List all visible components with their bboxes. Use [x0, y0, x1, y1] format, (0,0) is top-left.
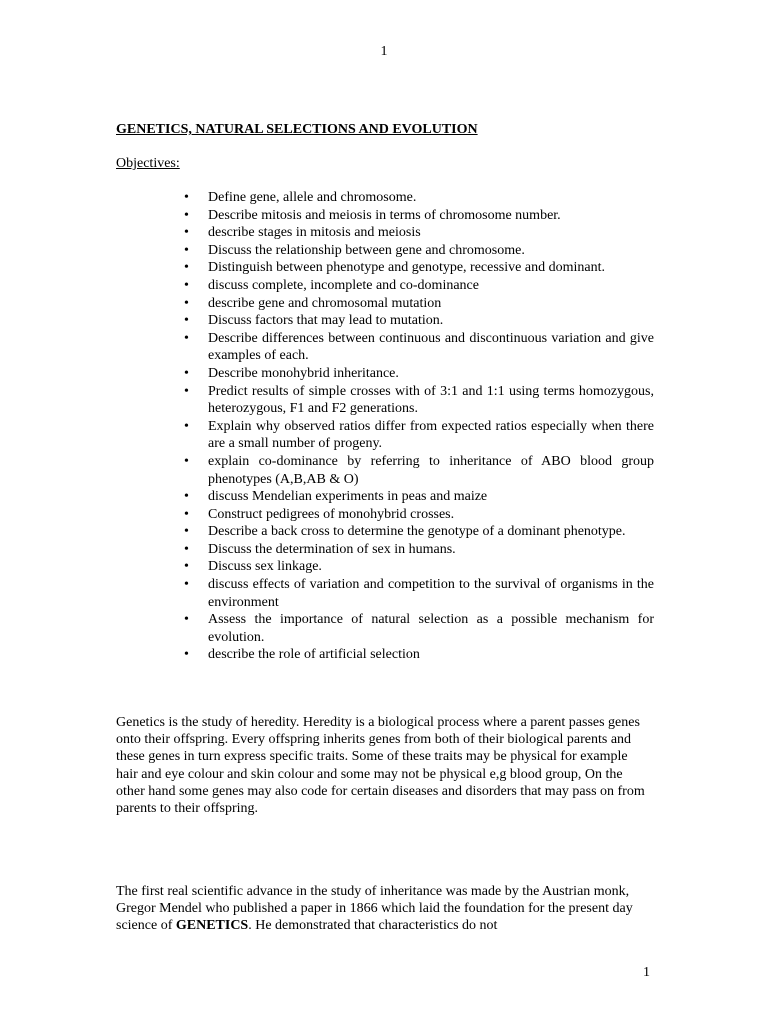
objective-item	[184, 383, 654, 418]
objective-item	[184, 646, 654, 664]
bullet-icon: •	[184, 453, 189, 469]
bullet-icon: •	[184, 225, 189, 241]
objective-text: Describe monohybrid inheritance.	[208, 365, 399, 381]
objective-text: Construct pedigrees of monohybrid crosses.	[208, 506, 455, 522]
bullet-icon: •	[184, 383, 189, 399]
bullet-icon: •	[184, 365, 189, 381]
mendel-paragraph	[116, 883, 651, 935]
objective-item	[184, 295, 654, 313]
objective-text: discuss Mendelian experiments in peas and maize	[208, 489, 488, 505]
bullet-icon: •	[184, 524, 189, 540]
objective-item	[184, 224, 654, 242]
objective-text: Predict results of simple crosses with of 3:1 and 1:1 using terms homozygous, heterozygous, F1 and F2 generations.	[208, 383, 654, 417]
objective-item	[184, 488, 654, 506]
objective-text: Discuss the determination of sex in humans.	[208, 541, 456, 557]
bullet-icon: •	[184, 418, 189, 434]
bullet-icon: •	[184, 295, 189, 311]
objective-text: Assess the importance of natural selection as a possible mechanism for evolution.	[208, 612, 654, 645]
objective-text: Define gene, allele and chromosome.	[208, 190, 417, 205]
objective-item	[184, 506, 654, 524]
objective-item	[184, 365, 654, 383]
bullet-icon: •	[184, 190, 189, 205]
objective-text: Describe a back cross to determine the genotype of a dominant phenotype.	[208, 524, 626, 540]
bullet-icon: •	[184, 277, 189, 293]
objective-text: describe gene and chromosomal mutation	[208, 295, 442, 311]
objective-item	[184, 189, 654, 207]
objective-item	[184, 611, 654, 646]
bullet-icon: •	[184, 541, 189, 557]
objective-text: Distinguish between phenotype and genotype, recessive and dominant.	[208, 260, 605, 276]
objective-item	[184, 259, 654, 277]
objective-item	[184, 277, 654, 295]
mendel-paragraph-text: The first real scientific advance in the study of inheritance was made by the Austrian monk, Gregor Mendel who published a paper in 1866 which laid the foundation for the present day science of	[116, 884, 633, 934]
objective-text: describe stages in mitosis and meiosis	[208, 225, 421, 241]
objective-item	[184, 242, 654, 260]
objective-item	[184, 576, 654, 611]
page-number-top: 1	[380, 44, 388, 59]
bullet-icon: •	[184, 242, 189, 258]
bullet-icon: •	[184, 612, 189, 628]
bullet-icon: •	[184, 330, 189, 346]
bullet-icon: •	[184, 313, 189, 329]
objective-item	[184, 207, 654, 225]
objective-text: Discuss sex linkage.	[208, 559, 322, 575]
objective-text: discuss complete, incomplete and co-dominance	[208, 277, 479, 293]
objective-text: Discuss factors that may lead to mutation.	[208, 313, 444, 329]
objective-text: explain co-dominance by referring to inheritance of ABO blood group phenotypes (A,B,AB & O)	[208, 453, 654, 487]
objective-item	[184, 558, 654, 576]
genetics-bold-word: GENETICS	[175, 918, 249, 934]
objective-text: describe the role of artificial selection	[208, 647, 420, 663]
bullet-icon: •	[184, 647, 189, 663]
objective-text: Describe differences between continuous and discontinuous variation and give examples of each.	[208, 330, 654, 364]
mendel-paragraph-text-end: . He demonstrated that characteristics do not	[248, 918, 498, 934]
objective-item	[184, 312, 654, 330]
objective-item	[184, 453, 654, 488]
bullet-icon: •	[184, 207, 189, 223]
objective-item	[184, 418, 654, 453]
objectives-label: Objectives:	[116, 156, 180, 171]
bullet-icon: •	[184, 506, 189, 522]
objective-text: Discuss the relationship between gene and chromosome.	[208, 242, 525, 258]
heredity-paragraph: Genetics is the study of heredity. Heredity is a biological process where a parent passes genes onto their offspring. Every offspring inherits genes from both of their biological parents and these genes in turn express specific traits. Some of these traits may be physical for example hair and eye colour and skin colour and some may not be physical e,g blood group, On the other hand some genes may also code for certain diseases and disorders that may pass on from parents to their offspring.	[116, 715, 645, 817]
objective-text: discuss effects of variation and competition to the survival of organisms in the environment	[208, 577, 654, 610]
objective-item	[184, 541, 654, 559]
document-title: GENETICS, NATURAL SELECTIONS AND EVOLUTION	[116, 122, 478, 137]
objectives-list	[184, 189, 654, 664]
bullet-icon: •	[184, 577, 189, 593]
bullet-icon: •	[184, 489, 189, 505]
objective-text: Describe mitosis and meiosis in terms of chromosome number.	[208, 207, 561, 223]
bullet-icon: •	[184, 260, 189, 276]
bullet-icon: •	[184, 559, 189, 575]
objective-text: Explain why observed ratios differ from expected ratios especially when there are a small number of progeny.	[208, 418, 654, 452]
page-number-bottom: 1	[643, 965, 650, 980]
objective-item	[184, 523, 654, 541]
objective-item	[184, 330, 654, 365]
